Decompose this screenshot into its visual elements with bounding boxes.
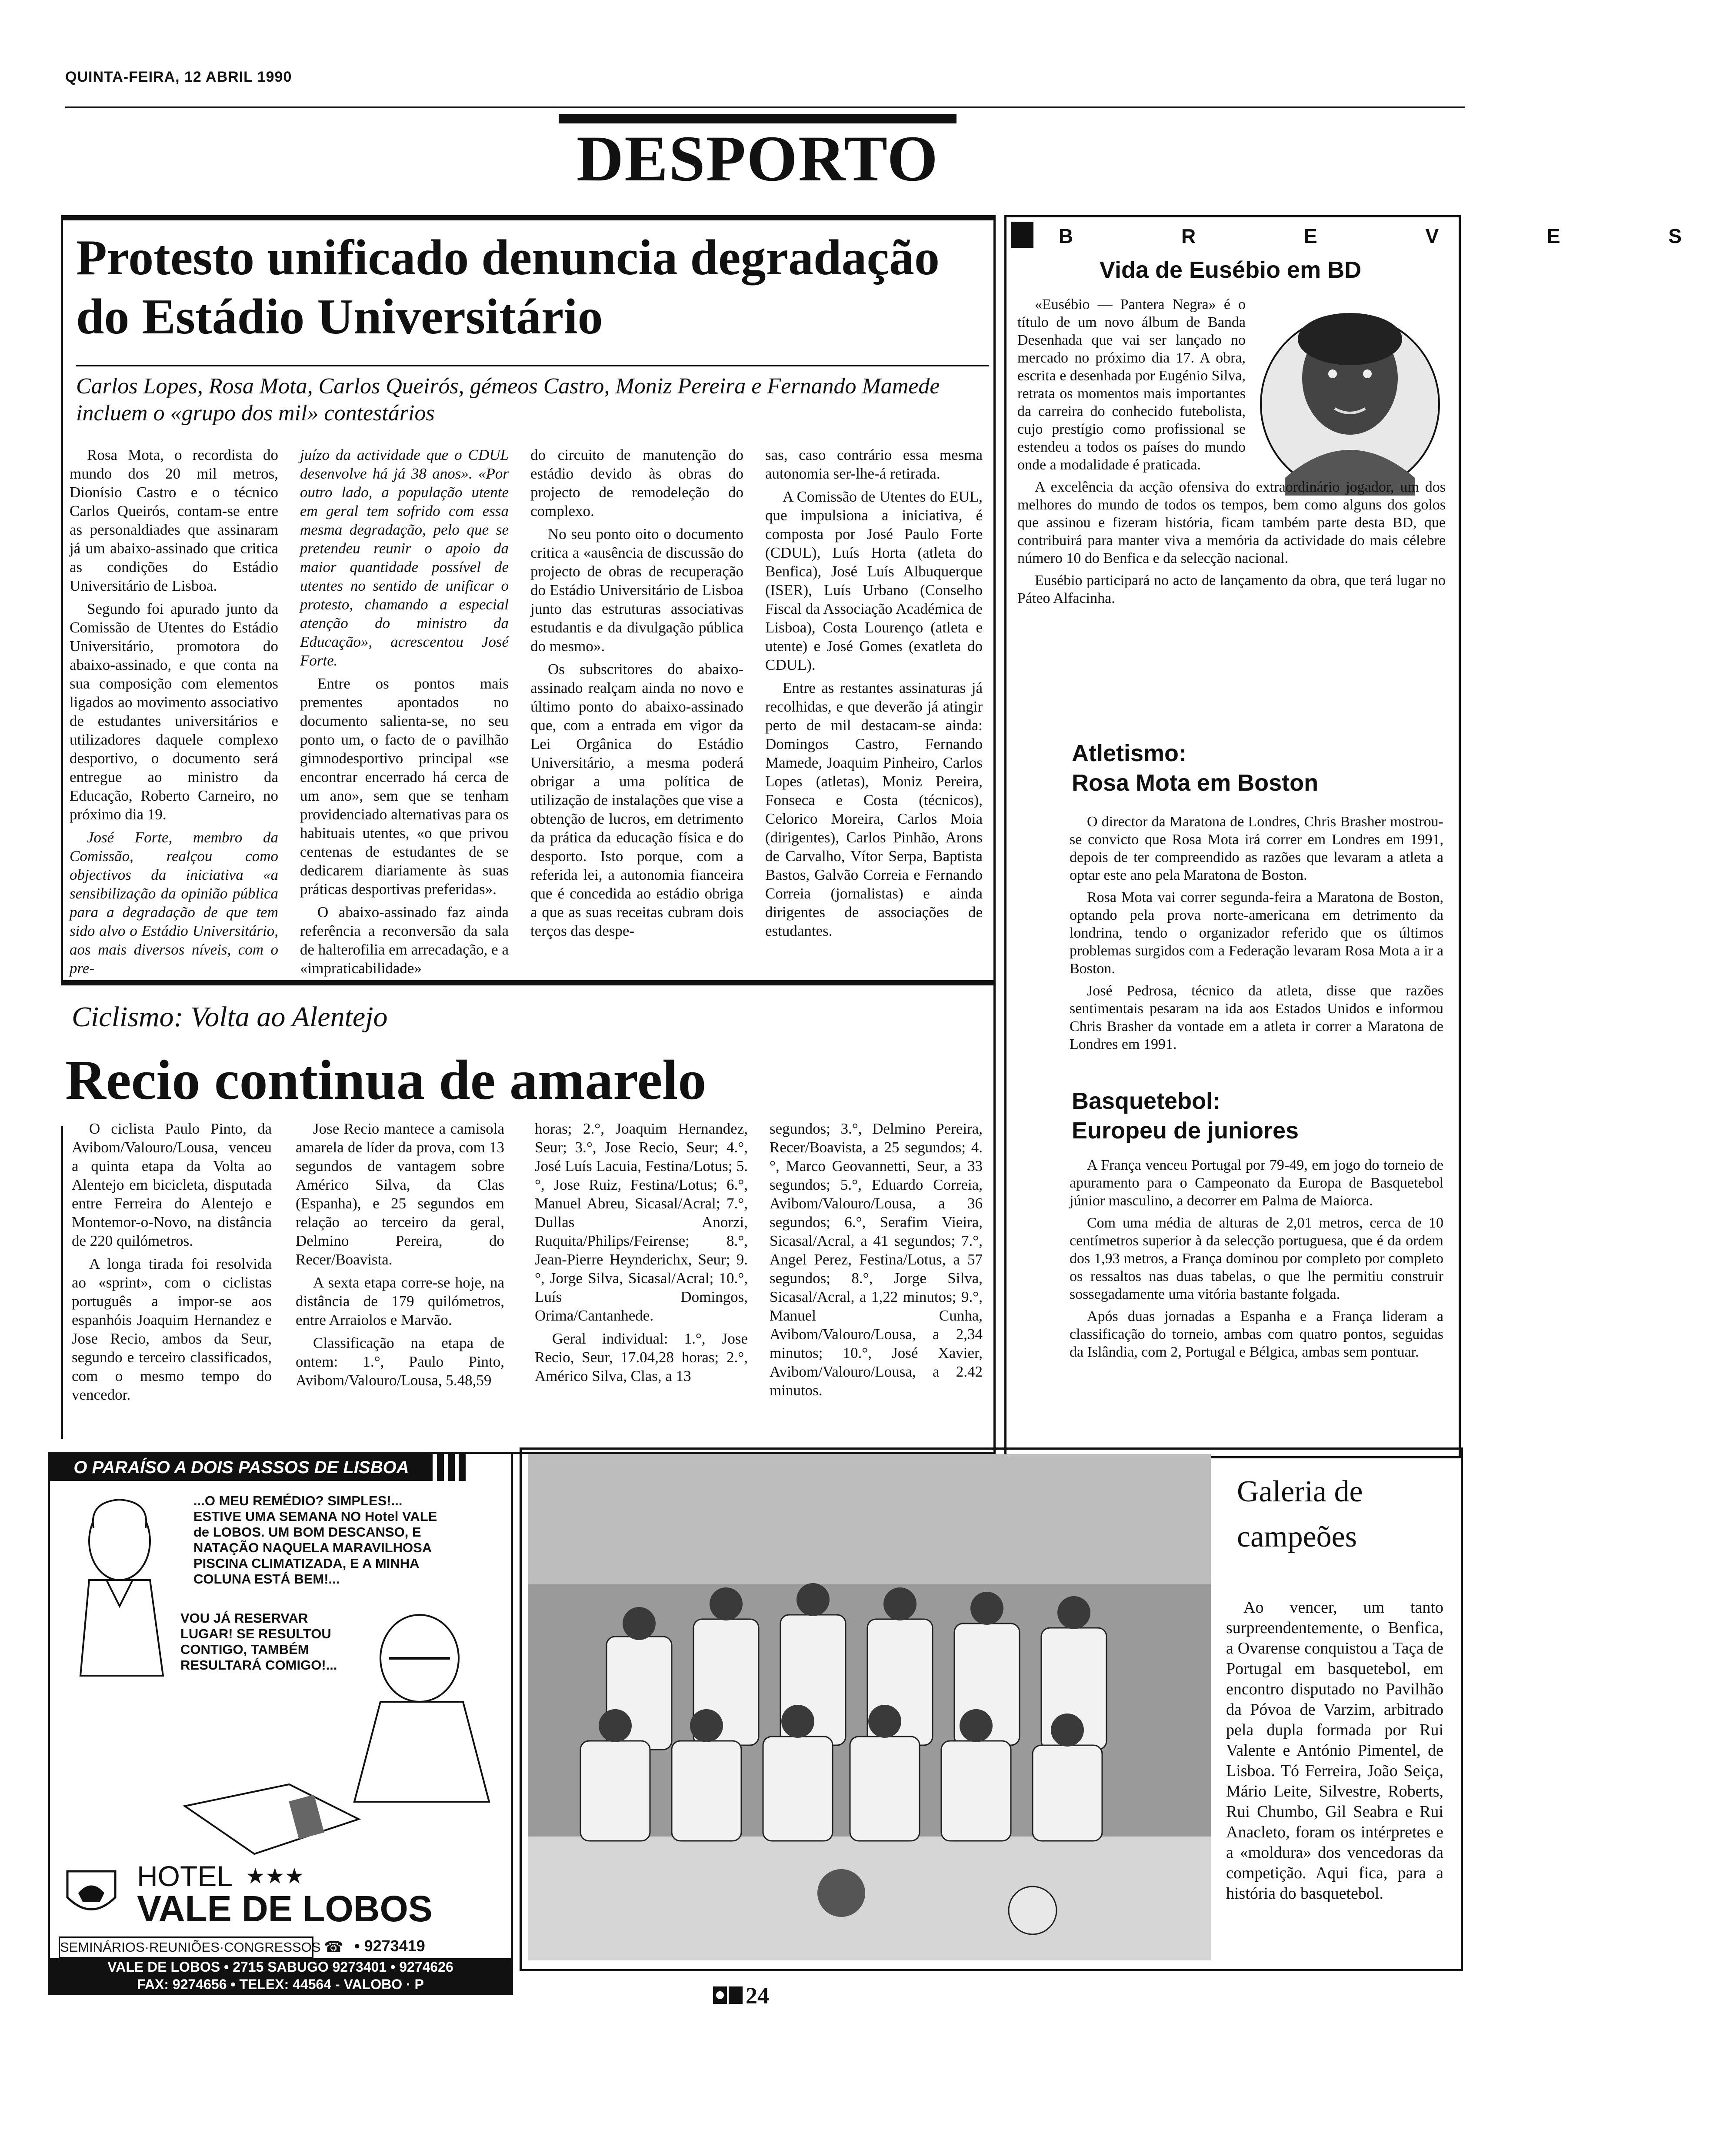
team-photo bbox=[528, 1454, 1211, 1960]
cycling-col-3 bbox=[535, 1119, 748, 1390]
main-col-2 bbox=[300, 446, 509, 982]
paragraph: No seu ponto oito o documento critica a «ausência de discussão do projecto de obras de recuperação do Estádio Universitário de Lisboa junto das estruturas associativas estudantis e da divulgação pública do mesmo». bbox=[530, 526, 743, 655]
paragraph: Os subscritores do abaixo-assinado realçam ainda no novo e último ponto do abaixo-assinado que, com a entrada em vigor da Lei Orgânica do Estádio Universitário, a mesma poderá obrigar a uma política de utilização de instalações que vise a obtenção de lucros, em detrimento da prática da educação física e do desporto. Isto porque, com a referida lei, a autonomia fianceira que é concedida ao estádio obriga a que as suas receitas cubram dois terços das despe- bbox=[530, 661, 743, 939]
cycling-headline: Recio continua de amarelo bbox=[65, 1049, 707, 1111]
cycling-col-1 bbox=[72, 1119, 272, 1408]
ad-stars: ★★★ bbox=[246, 1864, 304, 1888]
main-col-1 bbox=[70, 446, 278, 982]
section-title: DESPORTO bbox=[576, 123, 939, 195]
ad-banner: O PARAÍSO A DOIS PASSOS DE LISBOA bbox=[50, 1454, 433, 1481]
cycling-top-rule bbox=[61, 980, 996, 985]
main-subhead: Carlos Lopes, Rosa Mota, Carlos Queirós, gémeos Castro, Moniz Pereira e Fernando Mamede incluem o «grupo dos mil» contestários bbox=[76, 374, 940, 426]
paragraph: José Forte, membro da Comissão, realçou como objectivos da iniciativa «a sensibilização da opinião pública para a degradação de que tem sido alvo o Estádio Universitário, aos mais diversos níveis, com o pre- bbox=[70, 829, 278, 977]
eusebio-text bbox=[1017, 296, 1446, 612]
paragraph: sas, caso contrário essa mesma autonomia ser-lhe-á retirada. bbox=[765, 446, 983, 482]
ad-address: VALE DE LOBOS • 2715 SABUGO 9273401 • 9274626 bbox=[107, 1959, 453, 1975]
paragraph: O director da Maratona de Londres, Chris Brasher mostrou-se convicto que Rosa Mota irá correr em Londres em 1991, depois de ter compreendido as razões que levaram a atleta a optar este ano pela Maratona de Boston. bbox=[1070, 814, 1443, 883]
paragraph: Rosa Mota, o recordista do mundo dos 20 mil metros, Dionísio Castro e o técnico Carlos Queirós, contam-se entre as personaldiades que assinaram já um abaixo-assinado que critica as condições do Estádio Universitário de Lisboa. bbox=[70, 446, 278, 594]
brochure-sketch bbox=[180, 1780, 363, 1858]
breves-header bbox=[1011, 222, 1733, 248]
paragraph: José Pedrosa, técnico da atleta, disse que razões sentimentais pesaram na ida aos Estados Unidos e informou Chris Brasher da vontade em a atleta ir correr a Maratona de Londres em 1991. bbox=[1070, 983, 1443, 1052]
paragraph: horas; 2.°, Joaquim Hernandez, Seur; 3.°, Jose Recio, Seur; 4.°, José Luís Lacuia, Festina/Lotus; 5.°, Jose Ruiz, Festina/Lotus; 6.°, Manuel Abreu, Sicasal/Acral; 7.°, Dullas Anorzi, Ruquita/Philips/Feirense; 8.°, Jean-Pierre Heynderichx, Seur; 9.°, Jorge Silva, Sicasal/Acral; 10.°, Luís Domingos, Orima/Cantanhede. bbox=[535, 1120, 748, 1324]
basket-text bbox=[1070, 1156, 1443, 1365]
article-left-rule bbox=[61, 220, 63, 980]
paragraph: A longa tirada foi resolvida ao «sprint», com o ciclistas português a impor-se aos espanhóis Joaquim Hernandez e Jose Recio, ambos da Seur, segundo e terceiro classificados, com o mesmo tempo do vencedor. bbox=[72, 1255, 272, 1403]
ad-contact-bar bbox=[50, 1958, 511, 1993]
gallery-text bbox=[1226, 1597, 1443, 1908]
paragraph: Eusébio participará no acto de lançamento da obra, que terá lugar no Páteo Alfacinha. bbox=[1017, 572, 1446, 606]
athletics-kicker: Atletismo: bbox=[1072, 740, 1187, 766]
basket-title: Europeu de juniores bbox=[1072, 1118, 1299, 1144]
ad-services: SEMINÁRIOS·REUNIÕES·CONGRESSOS bbox=[59, 1936, 313, 1958]
paragraph: Entre os pontos mais prementes apontados no documento salienta-se, no seu ponto um, o facto de o pavilhão gimnodesportivo principal «se encontrar encerrado há cerca de um ano», sem que se tenham providenciado alternativas para os habituais utentes, «o que privou centenas de estudantes de se dedicarem diariamente às suas práticas desportivas preferidas». bbox=[300, 675, 509, 898]
breves-label: B R E V E S bbox=[1059, 225, 1733, 247]
paragraph: «Eusébio — Pantera Negra» é o título de um novo álbum de Banda Desenhada que vai ser lançado no mercado no próximo dia 17. A obra, escrita e desenhada por Eugénio Silva, retrata os momentos mais importantes da carreira do conhecido futebolista, cujo prestígio como profissional se estendeu a todos os países do mundo onde a modalidade é praticada. bbox=[1017, 296, 1246, 473]
cycling-left-rule bbox=[61, 1126, 63, 1439]
ad-hotel-name: VALE DE LOBOS bbox=[137, 1888, 433, 1929]
cycling-kicker: Ciclismo: Volta ao Alentejo bbox=[72, 1001, 388, 1033]
ad-fax: FAX: 9274656 • TELEX: 44564 - VALOBO · P bbox=[137, 1976, 424, 1992]
paragraph: A Comissão de Utentes do EUL, que impulsiona a iniciativa, é composta por José Paulo Forte (CDUL), Luís Horta (atleta do Benfica), José Luís Albuquerque (ISER), Luís Urbano (Conselho Fiscal da Associação Académica de Lisboa), Costa Lourenço (atleta e utente) e José Gomes (exatleta do CDUL). bbox=[765, 488, 983, 673]
paragraph: Entre as restantes assinaturas já recolhidas, e que deverão já atingir perto de mil destacam-se ainda: Domingos Castro, Fernando Mamede, Joaquim Pinheiro, Carlos Lopes (atletas), Moniz Pereira, Fonseca e Costa (técnicos), Celorico Moreira, Carlos Moia (dirigentes), Carlos Pinhão, Arons de Carvalho, Vítor Serpa, Baptista Bastos, Galvão Correia e Fernando Correia (jornalistas) e ainda dirigentes de associações de estudantes. bbox=[765, 679, 983, 939]
ad-speech-bubble-1: ...O MEU REMÉDIO? SIMPLES!... ESTIVE UMA SEMANA NO Hotel VALE de LOBOS. UM BOM DESCANSO, E NATAÇÃO NAQUELA MARAVILHOSA PISCINA CLIMATIZADA, E A MINHA COLUNA ESTÁ BEM!... bbox=[193, 1493, 437, 1587]
ad-speech-bubble-2: VOU JÁ RESERVAR LUGAR! SE RESULTOU CONTIGO, TAMBÉM RESULTARÁ COMIGO!... bbox=[180, 1610, 337, 1673]
main-col-4 bbox=[765, 446, 983, 945]
paragraph: A sexta etapa corre-se hoje, na distância de 179 quilómetros, entre Arraiolos e Marvão. bbox=[296, 1274, 504, 1328]
paragraph: O ciclista Paulo Pinto, da Avibom/Valouro/Lousa, venceu a quinta etapa da Volta ao Alentejo em bicicleta, disputada entre Ferreira do Alentejo e Montemor-o-Novo, na distância de 220 quilómetros. bbox=[72, 1120, 272, 1249]
paragraph: Geral individual: 1.°, Jose Recio, Seur, 17.04,28 horas; 2.°, Américo Silva, Clas, a 13 bbox=[535, 1330, 748, 1384]
paragraph: Ao vencer, um tanto surpreendentemente, o Benfica, a Ovarense conquistou a Taça de Portugal em basquetebol, em encontro disputado no Pavilhão da Póvoa de Varzim, arbitrado pela dupla formada por Rui Valente e António Pimentel, de Lisboa. Tó Ferreira, João Seiça, Mário Leite, Silvestre, Roberts, Rui Chumbo, Gil Seabra e Rui Anacleto, foram os intérpretes e a «moldura» dos vencedoras da competição. Aqui fica, para a história do basquetebol. bbox=[1226, 1598, 1443, 1903]
page-date: QUINTA-FEIRA, 12 ABRIL 1990 bbox=[65, 69, 292, 85]
paragraph: Após duas jornadas a Espanha e a França lideram a classificação do torneio, ambas com quatro pontos, seguidas da Islândia, com 2, Portugal e Bélgica, ambas sem pontuar. bbox=[1070, 1308, 1443, 1360]
ad-phone: • 9273419 bbox=[354, 1937, 425, 1955]
ad-hotel-word: HOTEL bbox=[137, 1860, 233, 1892]
athletics-title: Rosa Mota em Boston bbox=[1072, 770, 1319, 796]
paragraph: do circuito de manutenção do estádio devido às obras do projecto de remodeleção do complexo. bbox=[530, 446, 743, 519]
paragraph: Segundo foi apurado junto da Comissão de Utentes do Estádio Universitário, promotora do abaixo-assinado, e que conta na sua composição com elementos ligados ao movimento associativo de estudantes universitários e utilizadores daquele complexo desportivo, o documento será entregue ao ministro da Educação, Roberto Carneiro, no próximo dia 19. bbox=[70, 600, 278, 823]
subhead-rule bbox=[76, 365, 989, 366]
basket-kicker: Basquetebol: bbox=[1072, 1088, 1221, 1114]
article-top-rule bbox=[61, 215, 996, 220]
main-headline: Protesto unificado denuncia degradação do Estádio Universitário bbox=[76, 230, 940, 345]
athletics-text bbox=[1070, 813, 1443, 1058]
cartoon-man-left bbox=[63, 1493, 172, 1676]
phone-icon: ☎ bbox=[324, 1938, 343, 1956]
paragraph: segundos; 3.°, Delmino Pereira, Recer/Boavista, a 25 segundos; 4.°, Marco Geovannetti, Seur, a 33 segundos; 5.°, Eduardo Correia, Avibom/Valouro/Lousa, a 36 segundos; 6.°, Serafim Vieira, Sicasal/Acral, a 41 segundos; 7.°, Angel Perez, Festina/Lotus, a 57 segundos; 8.°, Jorge Silva, Sicasal/Acral, a 1,22 minutos; 9.°, Manuel Cunha, Avibom/Valouro/Lousa, a 2,34 minutos; 10.°, José Xavier, Avibom/Valouro/Lousa, a 2.42 minutos. bbox=[770, 1120, 983, 1399]
paragraph: Jose Recio mantece a camisola amarela de líder da prova, com 13 segundos de vantagem sobre Américo Silva, da Clas (Espanha), e 25 segundos em relação ao terceiro da geral, Delmino Pereira, do Recer/Boavista. bbox=[296, 1120, 504, 1268]
header-rule bbox=[65, 106, 1465, 108]
breves-marker bbox=[1011, 222, 1033, 248]
eusebio-title: Vida de Eusébio em BD bbox=[1099, 257, 1362, 283]
paragraph: Rosa Mota vai correr segunda-feira a Maratona de Boston, optando pela prova norte-americana em detrimento da londrina, tendo o organizador referido que os últimos problemas surgidos com a Federação levaram Rosa Mota a ir a Boston. bbox=[1070, 889, 1443, 977]
main-col-3 bbox=[530, 446, 743, 945]
hotel-ad bbox=[48, 1452, 513, 1995]
paragraph: A França venceu Portugal por 79-49, em jogo do torneio de apuramento para o Campeonato da Europa de Basquetebol júnior masculino, a decorrer em Palma de Maiorca. bbox=[1070, 1157, 1443, 1209]
cycling-col-4 bbox=[770, 1119, 983, 1404]
paragraph: O abaixo-assinado faz ainda referência a reconversão da sala de halterofilia em arrecadação, e a «impraticabilidade» bbox=[300, 904, 509, 977]
publication-logo-icon bbox=[713, 1984, 743, 2006]
ad-banner-stripe bbox=[437, 1454, 444, 1481]
page-number: 24 bbox=[746, 1983, 769, 2009]
ad-banner-stripe bbox=[459, 1454, 466, 1481]
paragraph: Com uma média de alturas de 2,01 metros, cerca de 10 centímetros superior à da selecção portuguesa, que é da ordem dos 1,93 metros, a França dominou por completo por completo os ressaltos nas duas tabelas, o que lhe permitiu construir sossegadamente uma vitória bastante folgada. bbox=[1070, 1215, 1443, 1302]
ad-banner-stripe bbox=[448, 1454, 455, 1481]
gallery-title: Galeria de campeões bbox=[1237, 1475, 1363, 1554]
cartoon-man-right bbox=[333, 1606, 498, 1802]
cycling-col-2 bbox=[296, 1119, 504, 1394]
paragraph: juízo da actividade que o CDUL desenvolve há já 38 anos». «Por outro lado, a população utente em geral tem sofrido com essa mesma degradação, pelo que se pretendeu reunir o apoio da maior quantidade possível de utentes no sentido de unificar o protesto, chamando a especial atenção do ministro da Educação», acrescentou José Forte. bbox=[300, 446, 509, 669]
paragraph: Classificação na etapa de ontem: 1.°, Paulo Pinto, Avibom/Valouro/Lousa, 5.48,59 bbox=[296, 1334, 504, 1389]
article-right-rule bbox=[993, 215, 996, 1454]
paragraph: A excelência da acção ofensiva do extraordinário jogador, um dos melhores do mundo de todos os tempos, bem como alguns dos golos que assinou e fizeram história, ficam também parte desta BD, que contribuirá para manter viva a memória da actividade do mais célebre número 10 do Benfica e da selecção nacional. bbox=[1017, 479, 1446, 566]
hotel-crest-icon bbox=[59, 1863, 124, 1923]
